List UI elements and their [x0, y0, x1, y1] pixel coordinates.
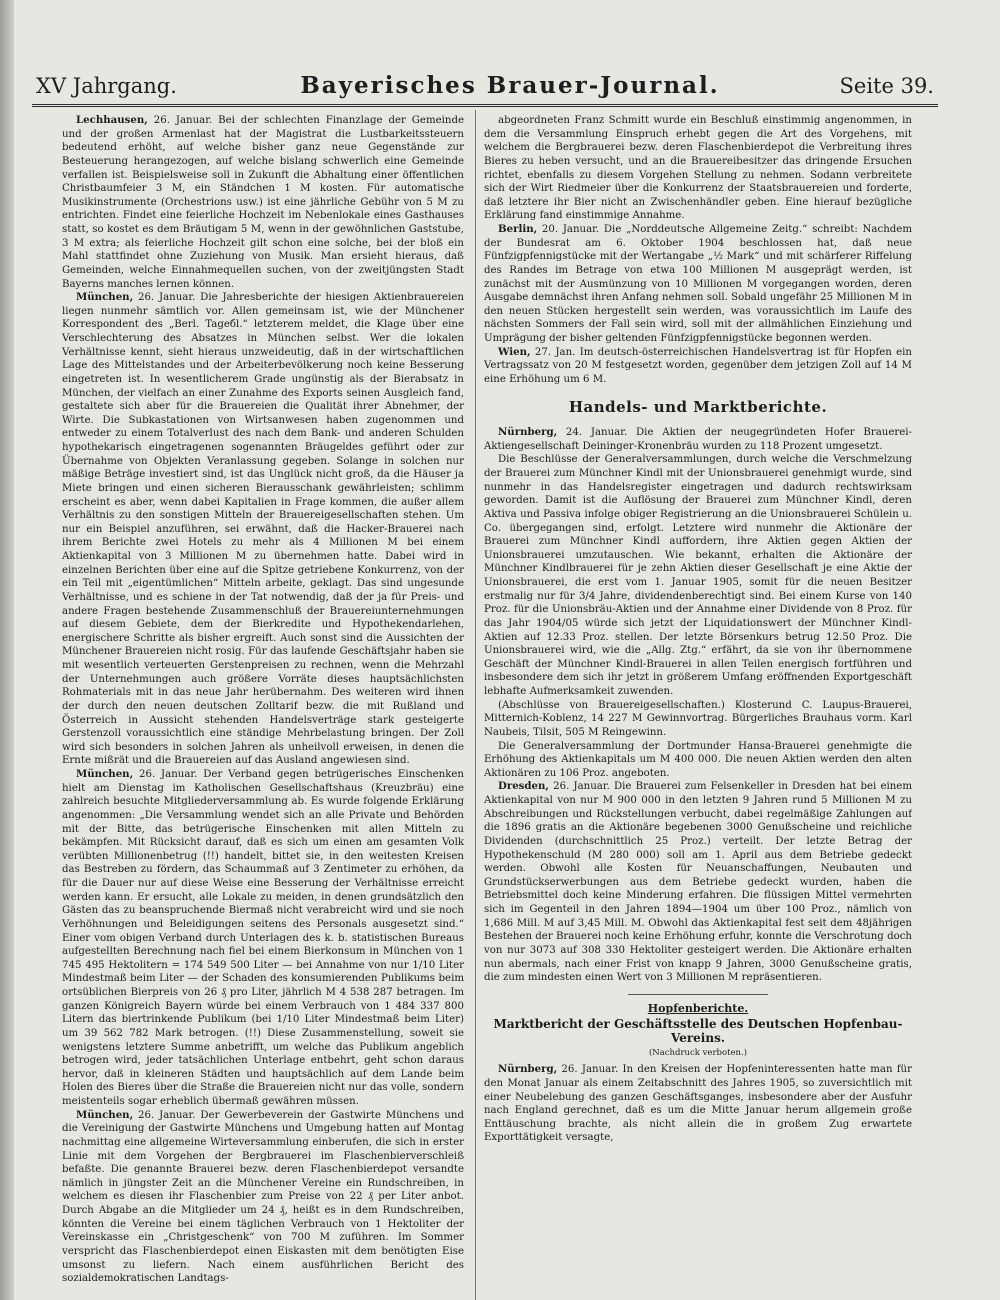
article-paragraph	[62, 768, 464, 1109]
article-paragraph	[62, 291, 464, 768]
dateline-place: Wien,	[498, 345, 531, 358]
dateline-place: Berlin,	[498, 223, 538, 235]
dateline-place: Lechhausen,	[76, 114, 148, 126]
left-column	[62, 114, 464, 1300]
article-text: 20. Januar. Die „Norddeutsche Allgemeine Zeitg.“ schreibt: Nachdem der Bundesrat am 6. Oktober 1904 beschlossen hat, daß neue Fünfzigpfennigstücke mit der Wertangabe „½ Mark“ und mit schärferer Riffelung des Randes im Betrage von etwa 100 Millionen M ausgeprägt werden, ist zunächst mit der Ausmünzung von 10 Millionen M vorgegangen worden, deren Ausgabe demnächst ihren Anfang nehmen soll. Sobald ungefähr 25 Millionen M in den neuen Stücken hergestellt sein werden, was voraussichtlich im Laufe des nächsten Sommers der Fall sein wird, soll mit der allmählichen Einziehung und Umprägung der bisher geltenden Fünfzigpfennigstücke begonnen werden.	[484, 224, 912, 344]
article-text: abgeordneten Franz Schmitt wurde ein Beschluß einstimmig angenommen, in dem die Versammlung Einspruch erhebt gegen die Art des Vorgehens, mit welchem die Bergbrauerei bezw. deren Flaschenbierdepot die Verbreitung ihres Bieres zu heben versucht, und an die Brauereibesitzer das dringende Ersuchen richtet, ebenfalls zu diesem Vorgehen Stellung zu nehmen. Sodann verbreitete sich der Wirt Riedmeier über die Konkurrenz der Staatsbrauereien und forderte, daß letztere ihr Bier nicht an Zwischenhändler geben. Eine hierauf bezügliche Erklärung fand einstimmige Annahme.	[484, 115, 912, 222]
article-text: 26. Januar. Der Gewerbeverein der Gastwirte Münchens und die Vereinigung der Gastwirte Münchens und Umgebung hatten auf Montag nachmittag eine allgemeine Wirteversammlung einberufen, die sich in erster Linie mit dem Vorgehen der Bergbrauerei im Flaschenbierverschleiß befaßte. Die genannte Brauerei bezw. deren Flaschenbierdepot versandte nämlich in jüngster Zeit an die Münchener Vereine ein Rundschreiben, in welchem es diesen ihr Flaschenbier zum Preise von 22 ₰ per Liter anbot. Durch Abgabe an die Mitglieder um 24 ₰, heißt es in dem Rundschreiben, könnten die Vereine bei einem täglichen Verbrauch von 1 Hektoliter der Vereinskasse ein „Christgeschenk“ von 700 M zuführen. Im Sommer verspricht das Flaschenbierdepot einen Eiskasten mit dem benötigten Eise umsonst zu liefern. Nach einem ausführlichen Bericht des sozialdemokratischen Landtags-	[62, 1109, 464, 1285]
dateline-place: Dresden,	[498, 780, 549, 793]
page-binding-edge	[0, 0, 14, 1300]
column-divider	[475, 110, 476, 1300]
article-paragraph	[62, 1109, 464, 1286]
hops-subheading: Marktbericht der Geschäftsstelle des Deutschen Hopfenbau-Vereins.	[493, 1017, 903, 1045]
right-article-list	[484, 114, 912, 387]
article-paragraph	[484, 346, 912, 387]
article-text: 26. Januar. Der Verband gegen betrügerisches Einschenken hielt am Dienstag im Katholischen Gesellschaftshaus (Kreuzbräu) eine zahlreich besuchte Mitgliederversammlung ab. Es wurde folgende Erklärung angenommen: „Die Versammlung wendet sich an alle Private und Behörden mit der Bitte, das betrügerische Einschenken mit allen Mitteln zu bekämpfen. Mit Rücksicht darauf, daß es sich um einen am gesamten Volk verübten Millionenbetrug (!!) handelt, bittet sie, in den weitesten Kreisen das Bestreben zu fördern, das Schaummaß auf 3 Zentimeter zu erhöhen, da für die Dauer nur auf diese Weise eine Besserung der Verhältnisse erreicht werden kann. Er ersucht, alle Lokale zu meiden, in denen grundsätzlich den Gästen das zu beanspruchende Biermaß nicht verabreicht wird und sie noch Verhöhnungen und Beleidigungen seitens des Personals ausgesetzt sind.“ Einer vom obigen Verband durch Unterlagen des k. b. statistischen Bureaus aufgestellten Berechnung nach fiel bei einem Bierkonsum in München von 1 745 495 Hektolitern = 174 549 500 Liter — bei Annahme von nur 1/10 Liter Mindestmaß beim Liter — der Schaden des konsumierenden Publikums beim ortsüblichen Bierpreis von 26 ₰ pro Liter, jährlich M 4 538 287 betragen. Im ganzen Königreich Bayern würde bei einem Verbrauch von 1 484 337 800 Litern das biertrinkende Publikum (bei 1/10 Liter Mindestmaß beim Liter) um 39 562 782 Mark betrogen. (!!) Diese Zusammenstellung, soweit sie wenigstens letztere Summe anbetrifft, um welche das Publikum angeblich betrogen wird, jeder tatsächlichen Unterlage entbehrt, geht schon daraus hervor, daß in kleineren Städten und hauptsächlich auf dem Lande beim Holen des Bieres über die Straße die Brauereien nicht nur das volle, sondern meistenteils sogar erheblich übermaß gewähren müssen.	[62, 769, 464, 1107]
volume-label: XV Jahrgang.	[36, 74, 177, 98]
reprint-note: (Nachdruck verboten.)	[648, 1047, 748, 1058]
hops-heading: Hopfenberichte.	[647, 1001, 749, 1015]
page-number: Seite 39.	[839, 74, 934, 98]
article-text: 24. Januar. Die Aktien der neugegründeten Hofer Brauerei-Aktiengesellschaft Deininger-Kronenbräu wurden zu 118 Prozent umgesetzt.	[484, 427, 912, 452]
article-text: (Abschlüsse von Brauereigesellschaften.) Klosterund C. Laupus-Brauerei, Mitternich-Koblenz, 14 227 M Gewinnvortrag. Bürgerliches Brauhaus vorm. Karl Naubeis, Tilsit, 505 M Reingewinn.	[484, 699, 912, 738]
article-text: Die Generalversammlung der Dortmunder Hansa-Brauerei genehmigte die Erhöhung des Aktienkapitals um M 400 000. Die neuen Aktien werden den alten Aktionären zu 106 Proz. angeboten.	[484, 740, 912, 779]
hops-report-list	[484, 1063, 912, 1145]
article-paragraph	[484, 114, 912, 223]
header-rule	[32, 104, 938, 107]
page-header	[30, 72, 970, 102]
dateline-place: München,	[76, 768, 134, 780]
article-text: Die Beschlüsse der Generalversammlungen, durch welche die Verschmelzung der Brauerei zum Münchner Kindl mit der Unionsbrauerei genehmigt wurde, sind nunmehr in das Handelsregister eingetragen und dadurch rechtswirksam geworden. Damit ist die Auflösung der Brauerei zum Münchner Kindl, deren Aktiva und Passiva infolge obiger Registrierung an die Unionsbrauerei Schülein u. Co. übergegangen sind, erfolgt. Letztere wird nunmehr die Aktionäre der Brauerei zum Münchner Kindl auffordern, ihre Aktien gegen Aktien der Unionsbrauerei umzutauschen. Wie bekannt, erhalten die Aktionäre der Münchner Kindlbrauerei für je zehn Aktien dieser Gesellschaft je eine Aktie der Unionsbrauerei, die erst vom 1. Januar 1905, somit für die neuen Besitzer erstmalig nur für 3/4 Jahre, dividendenberechtigt sind. Bei einem Kurse von 140 Proz. für die Unionsbräu-Aktien und der Annahme einer Dividende von 8 Proz. für das Jahr 1904/05 würde sich jetzt der Liquidationswert der Münchner Kindl-Aktien auf 12.33 Proz. stellen. Der letzte Börsenkurs betrug 12.50 Proz. Die Unionsbrauerei wird, wie die „Allg. Ztg.“ erfährt, da sie von ihr übernommene Geschäft der Münchner Kindl-Brauerei in allen Teilen energisch fortführen und insbesondere dem sich ihr jetzt in größerem Umfang eröffnenden Exportgeschäft lebhafte Aufmerksamkeit zuwenden.	[484, 454, 912, 697]
article-paragraph	[484, 1063, 912, 1145]
article-paragraph	[484, 699, 912, 740]
article-text: 26. Januar. In den Kreisen der Hopfeninteressenten hatte man für den Monat Januar als einem Zeitabschnitt des Jahres 1905, so zuversichtlich mit einer Neubelebung des ganzen Geschäftsganges, insbesondere aber der Ausfuhr nach England gerechnet, daß es um die Mitte Januar herum allgemein große Enttäuschung brachte, als nicht allein die in großem Zug erwartete Exporttätigkeit versagte,	[484, 1064, 912, 1144]
dateline-place: Nürnberg,	[498, 426, 558, 439]
dateline-place: München,	[76, 291, 134, 304]
article-text: 27. Jan. Im deutsch-österreichischen Handelsvertrag ist für Hopfen ein Vertragssatz von 20 M festgesetzt worden, gegenüber dem jetzigen Zoll auf 14 M eine Erhöhung um 6 M.	[484, 346, 912, 385]
article-text: 26. Januar. Die Jahresberichte der hiesigen Aktienbrauereien liegen nunmehr sämtlich vor. Allen gemeinsam ist, wie der Münchener Korrespondent des „Berl. Tageбl.“ letzterem meldet, die Klage über eine Verschlechterung des Absatzes in München selbst. Wer die lokalen Verhältnisse kennt, sieht hieraus unzweideutig, daß in der wirtschaftlichen Lage des Mittelstandes und der Arbeiterbevölkerung noch keine Besserung eingetreten ist. In wesentlicherem Grade ungünstig als der Bierabsatz in München, der vielfach an einer Zunahme des Exports seinen Ausgleich fand, gestaltete sich aber für die Brauereien die Qualität ihrer Abnehmer, der Wirte. Die Subkastationen von Wirtsanwesen haben zugenommen und entweder zu einem Totalverlust des nach dem Bank- und anderen Schulden hypothekarisch eingetragenen sogenannten Bräugeldes geführt oder zur Übernahme von Objekten Veranlassung gegeben. Solange in solchen nur mäßige Beträge investiert sind, ist das Unglück nicht groß, da die Häuser ja Miete bringen und einen sicheren Bierausschank gewährleisten; schlimm erscheint es aber, wenn dabei Kapitalien in Frage kommen, die außer allem Verhältnis zu den sonstigen Mitteln der Brauereigesellschaften stehen. Um nur ein Beispiel anzuführen, sei erwähnt, daß die Hacker-Brauerei nach ihrem Berichte zwei Hotels zu mehr als 4 Millionen M bei einem Aktienkapital von 3 Millionen M zu übernehmen hatte. Dabei wird in einzelnen Berichten über eine auf die Spitze getriebene Konkurrenz, von der ein Teil mit „eigentümlichen“ Mitteln arbeite, geklagt. Das sind ungesunde Verhältnisse, und es schiene in der Tat notwendig, daß der ja für Preis- und andere Fragen bestehende Zusammenschluß der Brauereiunternehmungen auf diesem Gebiete, dem der Bierkredite und Hypothekendarlehen, energischere Schritte als bisher ergreift. Auch sonst sind die Aussichten der Münchener Brauereien nicht rosig. Für das laufende Geschäftsjahr haben sie mit wesentlich verteuerten Gerstenpreisen zu rechnen, wenn die Mehrzahl der Unternehmungen auch größere Vorräte dieses hauptsächlichsten Rohmaterials mit in das neue Jahr herübernahm. Des weiteren wird ihnen der durch den neuen deutschen Zolltarif bezw. die mit Rußland und Österreich in Aussicht stehenden Handelsverträge stark gesteigerte Gerstenzoll voraussichtlich eine ständige Mehrbelastung bringen. Der Zoll wird sich besonders in solchen Jahren als unheilvoll erweisen, in denen die Ernte mißrät und die Brauereien auf das Ausland angewiesen sind.	[62, 292, 464, 767]
article-paragraph	[62, 114, 464, 291]
left-article-list	[62, 114, 464, 1286]
dateline-place: Nürnberg,	[498, 1063, 558, 1076]
article-paragraph	[484, 453, 912, 698]
article-text: 26. Januar. Die Brauerei zum Felsenkeller in Dresden hat bei einem Aktienkapital von nur M 900 000 in den letzten 9 Jahren rund 5 Millionen M zu Abschreibungen und Rückstellungen verbucht, dabei regelmäßige Zahlungen auf die 1896 gratis an die Aktionäre begebenen 3000 Genußscheine und reichliche Dividenden (durchschnittlich 25 Proz.) verteilt. Der letzte Betrag der Hypothekenschuld (M 280 000) soll am 1. April aus dem Betriebe gedeckt werden. Obwohl alle Kosten für Neuanschaffungen, Neubauten und Grundstückserwerbungen aus dem Betriebe gedeckt wurden, haben die Betriebsmittel doch keine Minderung erfahren. Die flüssigen Mittel vermehrten sich im Gegenteil in den Jahren 1894—1904 um über 100 Proz., nämlich von 1,686 Mill. M auf 3,45 Mill. M. Obwohl das Aktienkapital fest seit dem 48jährigen Bestehen der Brauerei noch keine Erhöhung erfuhr, konnte die Verschrotung doch von nur 3073 auf 308 330 Hektoliter gesteigert werden. Die Aktionäre erhalten nun abermals, nach einer Frist von knapp 9 Jahren, 3000 Genußscheine gratis, die zum mindesten einen Wert von 3 Millionen M repräsentieren.	[484, 781, 912, 984]
market-report-list	[484, 426, 912, 985]
section-rule	[628, 994, 768, 995]
dateline-place: München,	[76, 1108, 134, 1121]
article-paragraph	[484, 780, 912, 984]
section-heading: Handels- und Marktberichte.	[568, 397, 828, 416]
article-text: 26. Januar. Bei der schlechten Finanzlage der Gemeinde und der großen Armenlast hat der Magistrat die Lustbarkeitssteuern bedeutend erhöht, auf welche bisher ganz neue Gegenstände zur Besteuerung herangezogen, auf welche bislang schwerlich eine Gemeinde verfallen ist. Beispielsweise soll in Zukunft die Abhaltung einer öffentlichen Christbaumfeier 3 M, ein Ständchen 1 M kosten. Für automatische Musikinstrumente (Orchestrions usw.) ist eine jährliche Gebühr von 5 M zu entrichten. Findet eine feierliche Hochzeit im Nebenlokale eines Gasthauses statt, so kostet es dem Bräutigam 5 M, wenn in der gewöhnlichen Gaststube, 3 M extra; als feierliche Hochzeit gilt schon eine solche, bei der bloß ein Mahl stattfindet ohne Zuziehung von Musik. Man ersieht hieraus, daß Gemeinden, welche Einnahmequellen suchen, von der zweitjüngsten Stadt Bayerns manches lernen können.	[62, 115, 464, 290]
article-paragraph	[484, 426, 912, 453]
right-column	[484, 114, 912, 1300]
journal-title: Bayerisches Brauer-Journal.	[300, 72, 720, 99]
article-paragraph	[484, 223, 912, 346]
article-paragraph	[484, 740, 912, 781]
